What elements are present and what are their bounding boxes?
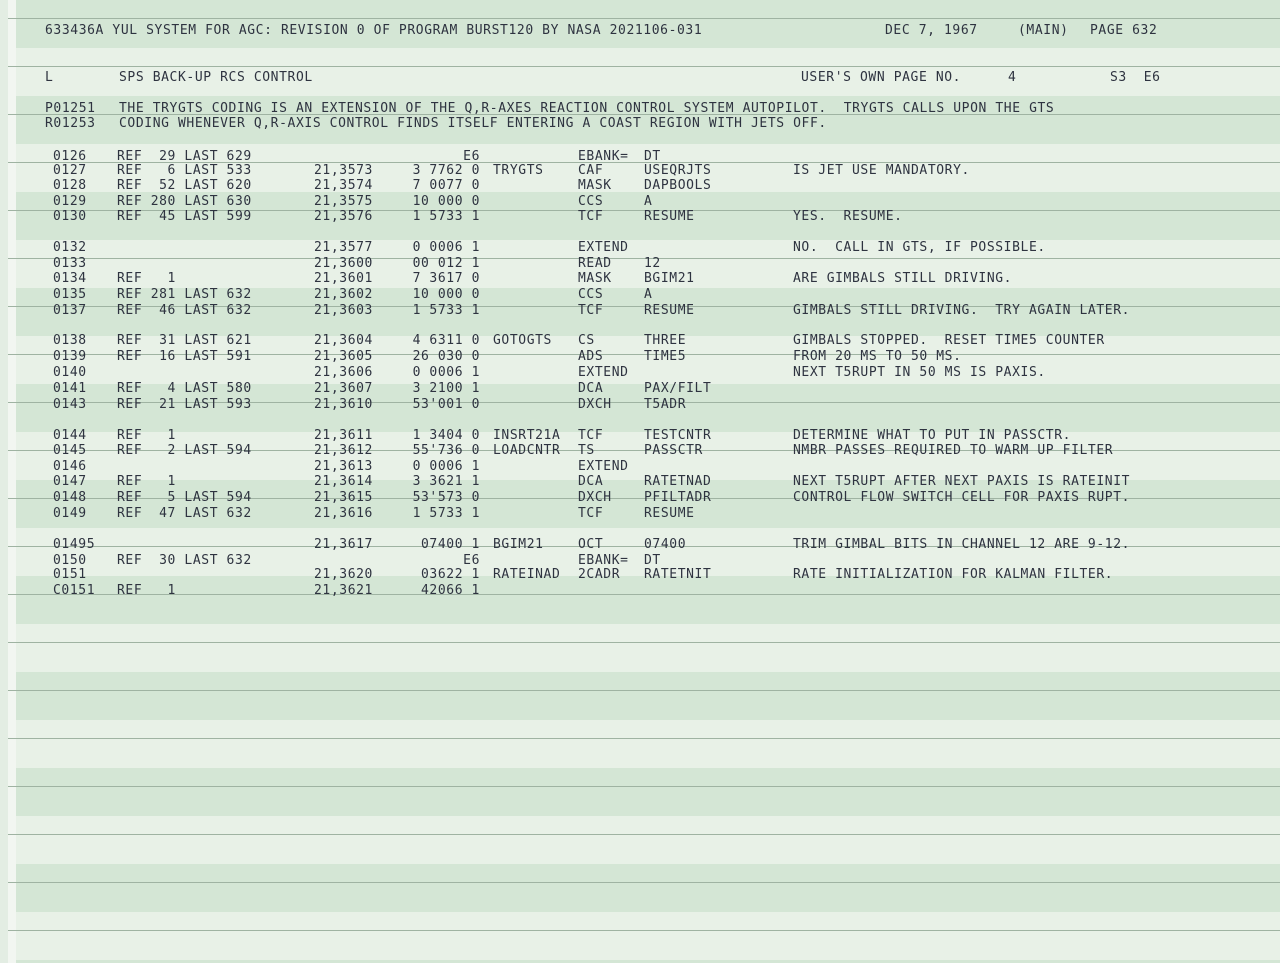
opcode: DCA [578, 474, 604, 489]
page-number: PAGE 632 [1090, 23, 1158, 38]
line-number: 0129 [53, 194, 87, 209]
octal-word: 07400 1 [421, 537, 480, 552]
ruling-line [8, 690, 1280, 691]
opcode: TCF [578, 428, 604, 443]
memory-address: 21,3617 [314, 537, 373, 552]
section-code: S3 E6 [1110, 70, 1161, 85]
memory-address: 21,3616 [314, 506, 373, 521]
opcode: TS [578, 443, 595, 458]
ruling-line [8, 930, 1280, 931]
remark: TRIM GIMBAL BITS IN CHANNEL 12 ARE 9-12. [793, 537, 1131, 552]
line-number: 0143 [53, 397, 87, 412]
ruling-line [8, 66, 1280, 67]
memory-address: 21,3602 [314, 287, 373, 302]
line-number: 0135 [53, 287, 87, 302]
remark: GIMBALS STOPPED. RESET TIME5 COUNTER [793, 333, 1105, 348]
opcode: EXTEND [578, 365, 629, 380]
operand: RESUME [644, 209, 695, 224]
line-number: C0151 [53, 583, 96, 598]
octal-word: 7 3617 0 [412, 271, 480, 286]
comment-id: P01251 [45, 101, 96, 116]
memory-address: 21,3613 [314, 459, 373, 474]
line-number: 0132 [53, 240, 87, 255]
cross-reference: REF 52 LAST 620 [117, 178, 252, 193]
comment-text: CODING WHENEVER Q,R-AXIS CONTROL FINDS ITSELF ENTERING A COAST REGION WITH JETS OFF. [119, 116, 827, 131]
cross-reference: REF 5 LAST 594 [117, 490, 252, 505]
ruling-line [8, 18, 1280, 19]
symbol-label: INSRT21A [493, 428, 561, 443]
operand: USEQRJTS [644, 163, 712, 178]
cross-reference: REF 29 LAST 629 [117, 149, 252, 164]
memory-address: 21,3604 [314, 333, 373, 348]
line-number: 0140 [53, 365, 87, 380]
opcode: MASK [578, 271, 612, 286]
memory-address: 21,3575 [314, 194, 373, 209]
ruling-line [8, 882, 1280, 883]
cross-reference: REF 30 LAST 632 [117, 553, 252, 568]
cross-reference: REF 280 LAST 630 [117, 194, 252, 209]
remark: NO. CALL IN GTS, IF POSSIBLE. [793, 240, 1046, 255]
cross-reference: REF 46 LAST 632 [117, 303, 252, 318]
opcode: CCS [578, 287, 604, 302]
page-edge [8, 0, 16, 963]
operand: DT [644, 553, 661, 568]
symbol-label: TRYGTS [493, 163, 544, 178]
memory-address: 21,3615 [314, 490, 373, 505]
line-number: 0149 [53, 506, 87, 521]
octal-word: 0 0006 1 [412, 240, 480, 255]
line-number: 0128 [53, 178, 87, 193]
line-number: 0130 [53, 209, 87, 224]
memory-address: 21,3601 [314, 271, 373, 286]
cross-reference: REF 21 LAST 593 [117, 397, 252, 412]
remark: RATE INITIALIZATION FOR KALMAN FILTER. [793, 567, 1114, 582]
cross-reference: REF 16 LAST 591 [117, 349, 252, 364]
comment-text: THE TRYGTS CODING IS AN EXTENSION OF THE Q,R-AXES REACTION CONTROL SYSTEM AUTOPILOT. TRYGTS CALLS UPON THE GTS [119, 101, 1055, 116]
opcode: 2CADR [578, 567, 621, 582]
memory-address: 21,3620 [314, 567, 373, 582]
section-title: SPS BACK-UP RCS CONTROL [119, 70, 313, 85]
opcode: TCF [578, 506, 604, 521]
octal-word: 3 2100 1 [412, 381, 480, 396]
operand: PAX/FILT [644, 381, 712, 396]
octal-word: 10 000 0 [412, 287, 480, 302]
opcode: TCF [578, 209, 604, 224]
octal-word: 7 0077 0 [412, 178, 480, 193]
remark: DETERMINE WHAT TO PUT IN PASSCTR. [793, 428, 1072, 443]
octal-word: 53'001 0 [412, 397, 480, 412]
memory-address: 21,3611 [314, 428, 373, 443]
opcode: CS [578, 333, 595, 348]
operand: RATETNAD [644, 474, 712, 489]
octal-word: 53'573 0 [412, 490, 480, 505]
listing-main-tag: (MAIN) [1018, 23, 1069, 38]
listing-date: DEC 7, 1967 [885, 23, 978, 38]
memory-address: 21,3574 [314, 178, 373, 193]
operand: T5ADR [644, 397, 687, 412]
line-number: 0151 [53, 567, 87, 582]
octal-word: 42066 1 [421, 583, 480, 598]
octal-word: 4 6311 0 [412, 333, 480, 348]
cross-reference: REF 6 LAST 533 [117, 163, 252, 178]
line-number: 0137 [53, 303, 87, 318]
memory-address: 21,3610 [314, 397, 373, 412]
octal-word: E6 [463, 553, 480, 568]
line-number: 0139 [53, 349, 87, 364]
line-number: 0144 [53, 428, 87, 443]
line-number: 0150 [53, 553, 87, 568]
operand: RATETNIT [644, 567, 712, 582]
users-page-label: USER'S OWN PAGE NO. [801, 70, 962, 85]
ruling-line [8, 738, 1280, 739]
line-number: 0134 [53, 271, 87, 286]
comment-id: R01253 [45, 116, 96, 131]
operand: TIME5 [644, 349, 687, 364]
remark: FROM 20 MS TO 50 MS. [793, 349, 962, 364]
line-number: 0141 [53, 381, 87, 396]
symbol-label: LOADCNTR [493, 443, 561, 458]
octal-word: 1 3404 0 [412, 428, 480, 443]
opcode: EXTEND [578, 240, 629, 255]
octal-word: 55'736 0 [412, 443, 480, 458]
users-page-number: 4 [1008, 70, 1017, 85]
symbol-label: BGIM21 [493, 537, 544, 552]
remark: NMBR PASSES REQUIRED TO WARM UP FILTER [793, 443, 1114, 458]
operand: RESUME [644, 506, 695, 521]
line-number: 0145 [53, 443, 87, 458]
opcode: ADS [578, 349, 604, 364]
opcode: DCA [578, 381, 604, 396]
operand: 07400 [644, 537, 687, 552]
octal-word: 0 0006 1 [412, 365, 480, 380]
octal-word: 1 5733 1 [412, 506, 480, 521]
remark: NEXT T5RUPT IN 50 MS IS PAXIS. [793, 365, 1046, 380]
cross-reference: REF 1 [117, 428, 176, 443]
remark: GIMBALS STILL DRIVING. TRY AGAIN LATER. [793, 303, 1131, 318]
line-number: 0127 [53, 163, 87, 178]
operand: PASSCTR [644, 443, 703, 458]
opcode: CAF [578, 163, 604, 178]
cross-reference: REF 47 LAST 632 [117, 506, 252, 521]
octal-word: 1 5733 1 [412, 303, 480, 318]
cross-reference: REF 1 [117, 583, 176, 598]
remark: ARE GIMBALS STILL DRIVING. [793, 271, 1013, 286]
opcode: EBANK= [578, 553, 629, 568]
cross-reference: REF 1 [117, 474, 176, 489]
memory-address: 21,3603 [314, 303, 373, 318]
listing-flag: L [45, 70, 54, 85]
ruling-line [8, 642, 1280, 643]
operand: 12 [644, 256, 661, 271]
opcode: MASK [578, 178, 612, 193]
ruling-line [8, 786, 1280, 787]
remark: CONTROL FLOW SWITCH CELL FOR PAXIS RUPT. [793, 490, 1131, 505]
operand: TESTCNTR [644, 428, 712, 443]
line-number: 0146 [53, 459, 87, 474]
opcode: READ [578, 256, 612, 271]
line-number: 0148 [53, 490, 87, 505]
operand: RESUME [644, 303, 695, 318]
opcode: DXCH [578, 490, 612, 505]
remark: YES. RESUME. [793, 209, 903, 224]
memory-address: 21,3605 [314, 349, 373, 364]
remark: NEXT T5RUPT AFTER NEXT PAXIS IS RATEINIT [793, 474, 1131, 489]
cross-reference: REF 45 LAST 599 [117, 209, 252, 224]
operand: A [644, 287, 653, 302]
memory-address: 21,3600 [314, 256, 373, 271]
ruling-line [8, 834, 1280, 835]
opcode: EXTEND [578, 459, 629, 474]
octal-word: 3 3621 1 [412, 474, 480, 489]
octal-word: 10 000 0 [412, 194, 480, 209]
opcode: EBANK= [578, 149, 629, 164]
opcode: TCF [578, 303, 604, 318]
memory-address: 21,3606 [314, 365, 373, 380]
line-number: 0138 [53, 333, 87, 348]
operand: PFILTADR [644, 490, 712, 505]
opcode: CCS [578, 194, 604, 209]
cross-reference: REF 4 LAST 580 [117, 381, 252, 396]
octal-word: 03622 1 [421, 567, 480, 582]
cross-reference: REF 281 LAST 632 [117, 287, 252, 302]
octal-word: 26 030 0 [412, 349, 480, 364]
octal-word: 1 5733 1 [412, 209, 480, 224]
memory-address: 21,3576 [314, 209, 373, 224]
cross-reference: REF 1 [117, 271, 176, 286]
operand: THREE [644, 333, 687, 348]
memory-address: 21,3612 [314, 443, 373, 458]
opcode: DXCH [578, 397, 612, 412]
line-number: 0126 [53, 149, 87, 164]
operand: DAPBOOLS [644, 178, 712, 193]
symbol-label: RATEINAD [493, 567, 561, 582]
cross-reference: REF 31 LAST 621 [117, 333, 252, 348]
symbol-label: GOTOGTS [493, 333, 552, 348]
octal-word: 3 7762 0 [412, 163, 480, 178]
octal-word: E6 [463, 149, 480, 164]
memory-address: 21,3621 [314, 583, 373, 598]
memory-address: 21,3577 [314, 240, 373, 255]
cross-reference: REF 2 LAST 594 [117, 443, 252, 458]
ruling-line [8, 594, 1280, 595]
operand: A [644, 194, 653, 209]
memory-address: 21,3607 [314, 381, 373, 396]
line-number: 01495 [53, 537, 96, 552]
opcode: OCT [578, 537, 604, 552]
memory-address: 21,3573 [314, 163, 373, 178]
listing-header: 633436A YUL SYSTEM FOR AGC: REVISION 0 OF PROGRAM BURST120 BY NASA 2021106-031 [45, 23, 703, 38]
octal-word: 00 012 1 [412, 256, 480, 271]
operand: DT [644, 149, 661, 164]
operand: BGIM21 [644, 271, 695, 286]
octal-word: 0 0006 1 [412, 459, 480, 474]
remark: IS JET USE MANDATORY. [793, 163, 970, 178]
line-number: 0147 [53, 474, 87, 489]
listing-page [8, 0, 1280, 963]
memory-address: 21,3614 [314, 474, 373, 489]
line-number: 0133 [53, 256, 87, 271]
